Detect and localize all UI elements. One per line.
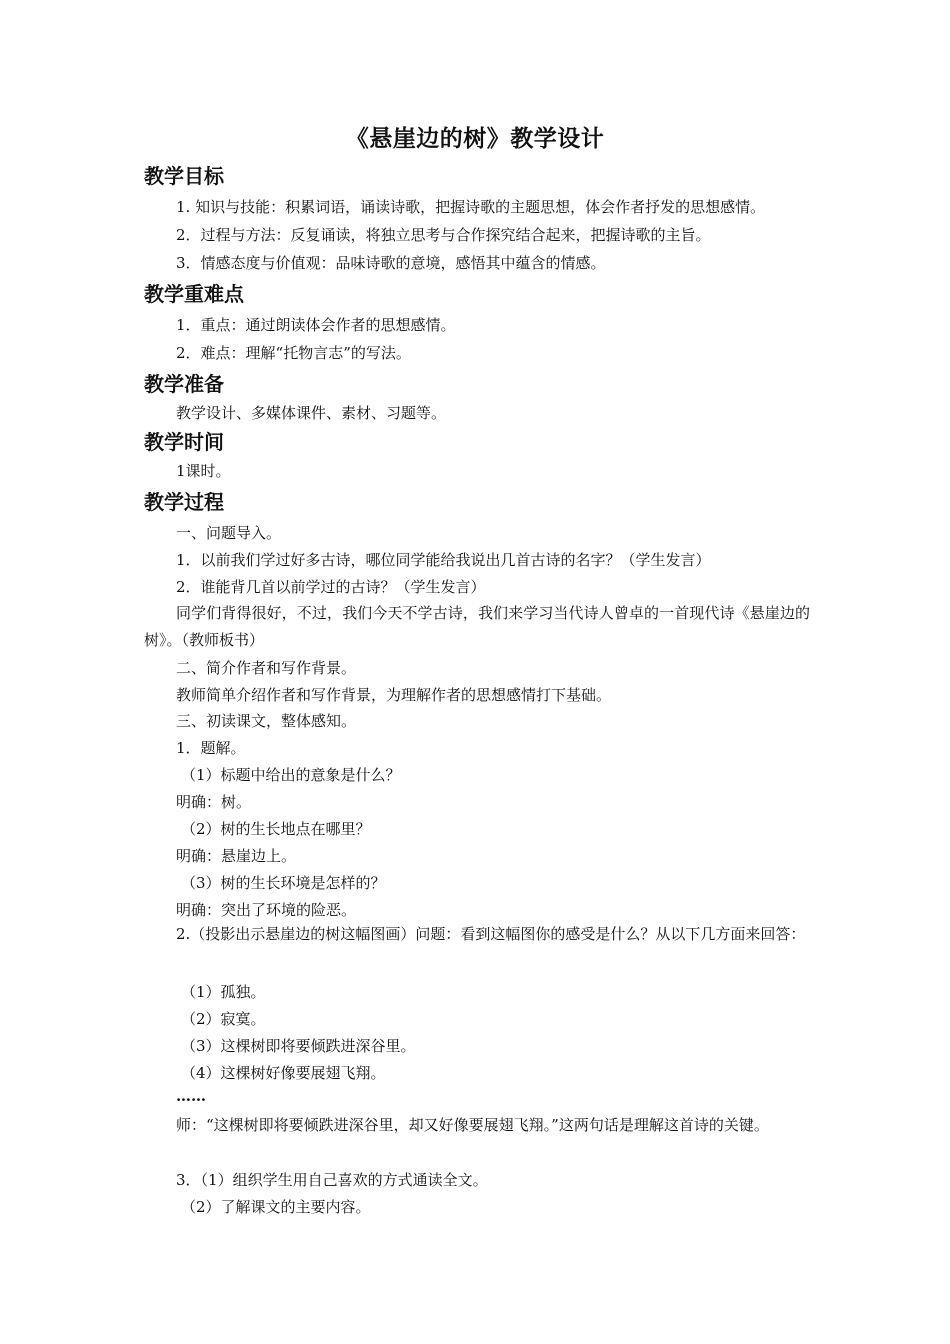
question-item: （1）标题中给出的意象是什么？ xyxy=(181,766,401,784)
key-point-item: 2．难点：理解“托物言志”的写法。 xyxy=(176,344,411,362)
feeling-item: （4）这棵树好像要展翅飞翔。 xyxy=(181,1064,386,1082)
ellipsis: …… xyxy=(176,1087,206,1105)
section-heading-goals: 教学目标 xyxy=(144,164,224,188)
section-heading-process: 教学过程 xyxy=(144,490,224,514)
answer-item: 明确：突出了环境的险恶。 xyxy=(176,901,357,919)
section-heading-preparation: 教学准备 xyxy=(144,372,224,396)
preparation-text: 教学设计、多媒体课件、素材、习题等。 xyxy=(176,404,447,422)
section-heading-key-points: 教学重难点 xyxy=(144,282,244,306)
process-line: （2）了解课文的主要内容。 xyxy=(181,1198,371,1216)
section-heading-time: 教学时间 xyxy=(144,430,224,454)
process-line: 2．谁能背几首以前学过的古诗？（学生发言） xyxy=(176,578,486,596)
key-point-item: 1．重点：通过朗读体会作者的思想感情。 xyxy=(176,316,456,334)
process-step-heading: 二、简介作者和写作背景。 xyxy=(176,659,357,677)
process-paragraph: 同学们背得很好，不过，我们今天不学古诗，我们来学习当代诗人曾卓的一首现代诗《悬崖边的树》。（教师板书） xyxy=(144,604,810,649)
goal-item: 2．过程与方法：反复诵读，将独立思考与合作探究结合起来，把握诗歌的主旨。 xyxy=(176,226,711,244)
process-step-heading: 三、初读课文，整体感知。 xyxy=(176,712,357,730)
goal-item: 1. 知识与技能：积累词语，诵读诗歌，把握诗歌的主题思想，体会作者抒发的思想感情。 xyxy=(176,198,766,216)
feeling-item: （1）孤独。 xyxy=(181,983,266,1001)
process-paragraph: 2.（投影出示悬崖边的树这幅图画）问题：看到这幅图你的感受是什么？从以下几方面来回答： xyxy=(176,925,806,943)
process-line: 3．（1）组织学生用自己喜欢的方式通读全文。 xyxy=(176,1171,488,1189)
process-line: 1．以前我们学过好多古诗，哪位同学能给我说出几首古诗的名字？（学生发言） xyxy=(176,551,711,569)
process-step-heading: 一、问题导入。 xyxy=(176,524,282,542)
question-item: （3）树的生长环境是怎样的？ xyxy=(181,874,386,892)
process-line: 1．题解。 xyxy=(176,739,246,757)
process-line: 教师简单介绍作者和写作背景，为理解作者的思想感情打下基础。 xyxy=(176,686,612,704)
goal-item: 3．情感态度与价值观：品味诗歌的意境，感悟其中蕴含的情感。 xyxy=(176,254,606,272)
answer-item: 明确：悬崖边上。 xyxy=(176,847,297,865)
feeling-item: （2）寂寞。 xyxy=(181,1010,266,1028)
feeling-item: （3）这棵树即将要倾跌进深谷里。 xyxy=(181,1037,416,1055)
time-text: 1课时。 xyxy=(176,462,231,480)
document-title: 《悬崖边的树》教学设计 xyxy=(345,125,605,152)
question-item: （2）树的生长地点在哪里？ xyxy=(181,820,371,838)
answer-item: 明确：树。 xyxy=(176,793,252,811)
process-paragraph: 师：“这棵树即将要倾跌进深谷里，却又好像要展翅飞翔。”这两句话是理解这首诗的关键。 xyxy=(176,1116,769,1134)
